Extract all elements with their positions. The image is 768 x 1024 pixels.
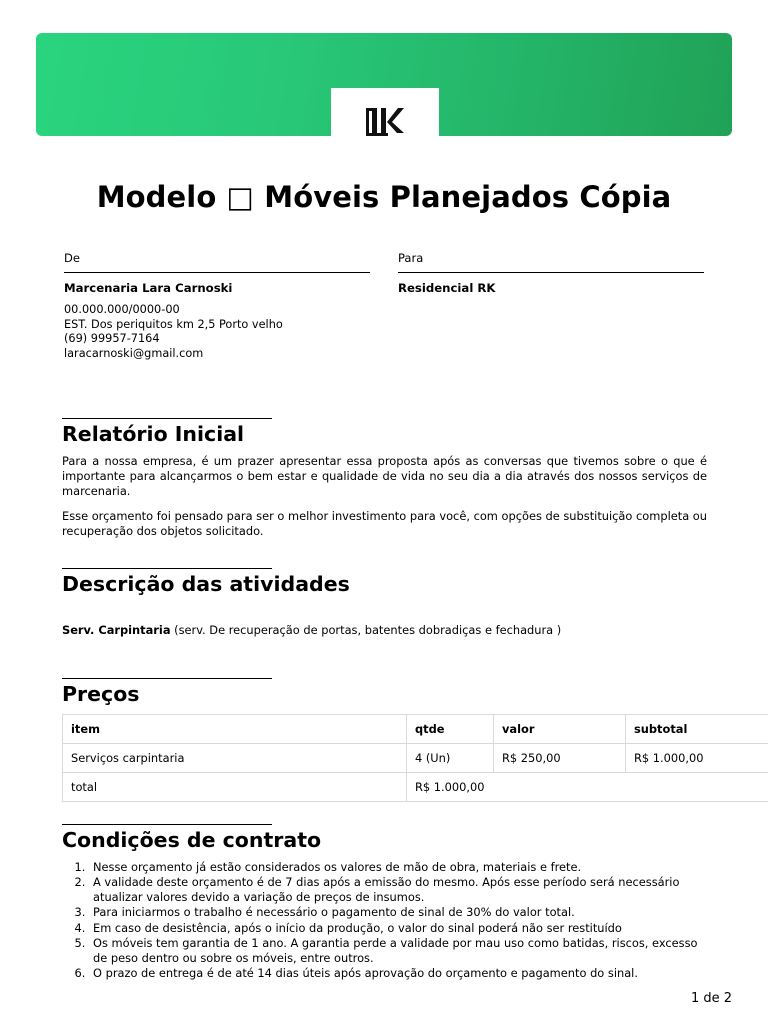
- prices-table: [62, 714, 768, 802]
- section-report: [62, 418, 707, 539]
- column-header-qtde: qtde: [407, 715, 494, 744]
- list-item: 3. Para iniciarmos o trabalho é necessário o pagamento de sinal de 30% do valor total.: [89, 905, 707, 920]
- section-activities: [62, 568, 707, 638]
- party-to-rule: [398, 272, 704, 273]
- section-activities-rule: [62, 568, 272, 569]
- party-from-line: laracarnoski@gmail.com: [64, 346, 204, 360]
- party-from-label: De: [64, 251, 80, 265]
- total-label: total: [63, 773, 407, 802]
- party-from-line: 00.000.000/0000-00: [64, 303, 180, 316]
- column-header-valor: valor: [494, 715, 626, 744]
- party-from-line: EST. Dos periquitos km 2,5 Porto velho: [64, 317, 283, 331]
- section-report-heading: Relatório Inicial: [62, 422, 245, 446]
- conditions-list: [62, 860, 707, 981]
- section-conditions: [62, 824, 707, 981]
- section-prices: [62, 678, 707, 802]
- section-report-paragraph: Esse orçamento foi pensado para ser o melhor investimento para você, com opções de substituição completa ou recuperação dos objetos solicitado.: [62, 509, 707, 539]
- page-title: Modelo □ Móveis Planejados Cópia: [96, 180, 672, 214]
- activity-line: [62, 623, 707, 638]
- table-total-row: [63, 773, 768, 802]
- party-to-label: Para: [398, 251, 424, 265]
- party-from-rule: [64, 272, 370, 273]
- section-report-paragraph: Para a nossa empresa, é um prazer apresentar essa proposta após as conversas que tivemos sobre o que é importante para alcançarmos o bem estar e qualidade de vida no seu dia a dia através dos nossos serviços de marcenaria.: [62, 454, 707, 498]
- parties-block: [64, 250, 706, 361]
- section-conditions-rule: [62, 824, 272, 825]
- list-item: 1. Nesse orçamento já estão considerados os valores de mão de obra, materiais e frete.: [89, 860, 707, 875]
- lk-logo-icon: [364, 106, 406, 140]
- table-header-row: [63, 715, 768, 744]
- cell-subtotal: R$ 1.000,00: [626, 744, 768, 773]
- total-value: R$ 1.000,00: [407, 773, 768, 802]
- cell-qtde: 4 (Un): [407, 744, 494, 773]
- logo-plate: [331, 88, 439, 157]
- list-item: 4. Em caso de desistência, após o início da produção, o valor do sinal poderá não ser restituído: [89, 921, 707, 936]
- party-from-line: (69) 99957-7164: [64, 332, 160, 346]
- column-header-item: item: [63, 715, 407, 744]
- cell-valor: R$ 250,00: [494, 744, 626, 773]
- party-to-name: Residencial RK: [398, 281, 496, 295]
- party-from-details: [64, 303, 370, 361]
- table-row: [63, 744, 768, 773]
- party-from-name: Marcenaria Lara Carnoski: [64, 281, 233, 295]
- party-from: [64, 250, 370, 361]
- section-report-rule: [62, 418, 272, 419]
- activity-description: (serv. De recuperação de portas, batentes dobradiças e fechadura ): [170, 623, 562, 637]
- list-item: 2. A validade deste orçamento é de 7 dias após a emissão do mesmo. Após esse período será necessário atualizar valores devido a variação de preços de insumos.: [89, 875, 707, 905]
- activity-name: Serv. Carpintaria: [62, 623, 171, 637]
- section-prices-heading: Preços: [62, 682, 140, 706]
- cell-item: Serviços carpintaria: [63, 744, 407, 773]
- column-header-subtotal: subtotal: [626, 715, 768, 744]
- list-item: 6. O prazo de entrega é de até 14 dias úteis após aprovação do orçamento e pagamento do sinal.: [89, 966, 707, 981]
- section-prices-rule: [62, 678, 272, 679]
- section-conditions-heading: Condições de contrato: [62, 828, 322, 852]
- section-activities-heading: Descrição das atividades: [62, 572, 350, 596]
- list-item: 5. Os móveis tem garantia de 1 ano. A garantia perde a validade por mau uso como batidas, riscos, excesso de peso dentro ou sobre os móveis, entre outros.: [89, 936, 707, 966]
- party-to: [398, 250, 704, 361]
- page-indicator: 1 de 2: [690, 991, 732, 1006]
